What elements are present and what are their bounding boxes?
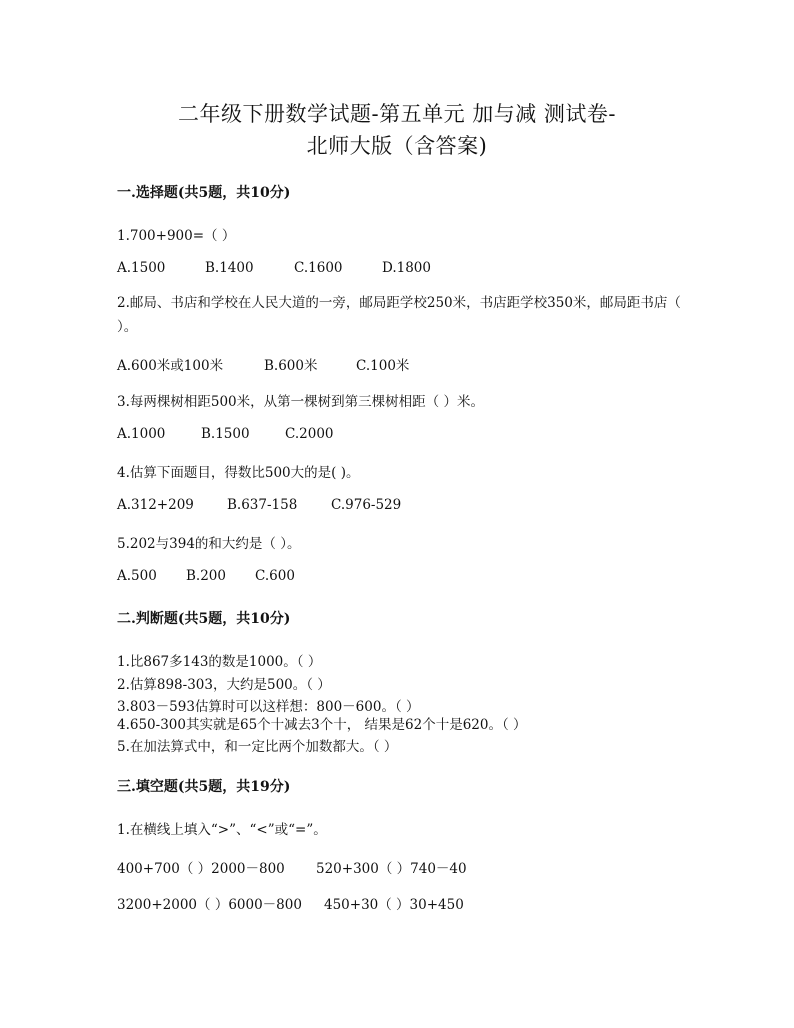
- question-4-stem: 4.估算下面题目，得数比500大的是( )。: [117, 465, 360, 481]
- question-1-options: [117, 260, 431, 276]
- judgement-item: 3.803－593估算时可以这样想：800－600。（ ）: [117, 699, 420, 715]
- judgement-item: 1.比867多143的数是1000。（ ）: [117, 654, 322, 670]
- option-a: A.600米或100米: [117, 358, 224, 374]
- document-title-line-2: 北师大版（含答案): [306, 134, 488, 158]
- question-5-options: [117, 568, 295, 584]
- section-heading-fill-blank: 三.填空题(共5题，共19分): [117, 779, 291, 795]
- option-a: A.1000: [117, 426, 166, 442]
- option-b: B.637-158: [227, 497, 298, 513]
- option-a: A.500: [117, 568, 157, 584]
- comparison-item: 3200+2000（ ）6000－800: [117, 897, 302, 913]
- option-a: A.1500: [117, 260, 166, 276]
- comparison-row-2: [117, 893, 464, 913]
- option-d: D.1800: [382, 260, 431, 276]
- comparison-item: 400+700（ ）2000－800: [117, 861, 285, 877]
- question-2-stem: 2.邮局、书店和学校在人民大道的一旁，邮局距学校250米，书店距学校350米，邮局距书店（ ）。: [117, 295, 681, 335]
- option-a: A.312+209: [117, 497, 194, 513]
- section-heading-judgement: 二.判断题(共5题，共10分): [117, 611, 291, 627]
- question-5-stem: 5.202与394的和大约是（ ）。: [117, 536, 301, 552]
- question-2-options: [117, 354, 409, 374]
- judgement-item: 4.650-300其实就是65个十减去3个十， 结果是62个十是620。（ ）: [117, 717, 527, 733]
- option-c: C.976-529: [331, 497, 402, 513]
- comparison-row-1: [117, 857, 467, 877]
- option-b: B.600米: [264, 358, 318, 374]
- question-1-stem: 1.700+900=（ ）: [117, 228, 236, 244]
- question-3-options: [117, 426, 334, 442]
- question-3-stem: 3.每两棵树相距500米，从第一棵树到第三棵树相距（ ）米。: [117, 394, 484, 410]
- option-c: C.1600: [294, 260, 343, 276]
- option-c: C.600: [255, 568, 295, 584]
- section-heading-choice: 一.选择题(共5题，共10分): [117, 185, 291, 201]
- option-b: B.1500: [201, 426, 250, 442]
- document-title-line-1: 二年级下册数学试题-第五单元 加与减 测试卷-: [177, 102, 617, 126]
- comparison-item: 520+300（ ）740－40: [316, 861, 467, 877]
- option-c: C.100米: [356, 358, 410, 374]
- question-4-options: [117, 497, 401, 513]
- fill-question-1-stem: 1.在横线上填入“>”、“<”或“=”。: [117, 822, 327, 838]
- judgement-item: 2.估算898-303，大约是500。（ ）: [117, 677, 331, 693]
- judgement-item: 5.在加法算式中，和一定比两个加数都大。（ ）: [117, 739, 398, 755]
- option-b: B.1400: [205, 260, 254, 276]
- option-c: C.2000: [285, 426, 334, 442]
- option-b: B.200: [186, 568, 226, 584]
- comparison-item: 450+30（ ）30+450: [324, 897, 464, 913]
